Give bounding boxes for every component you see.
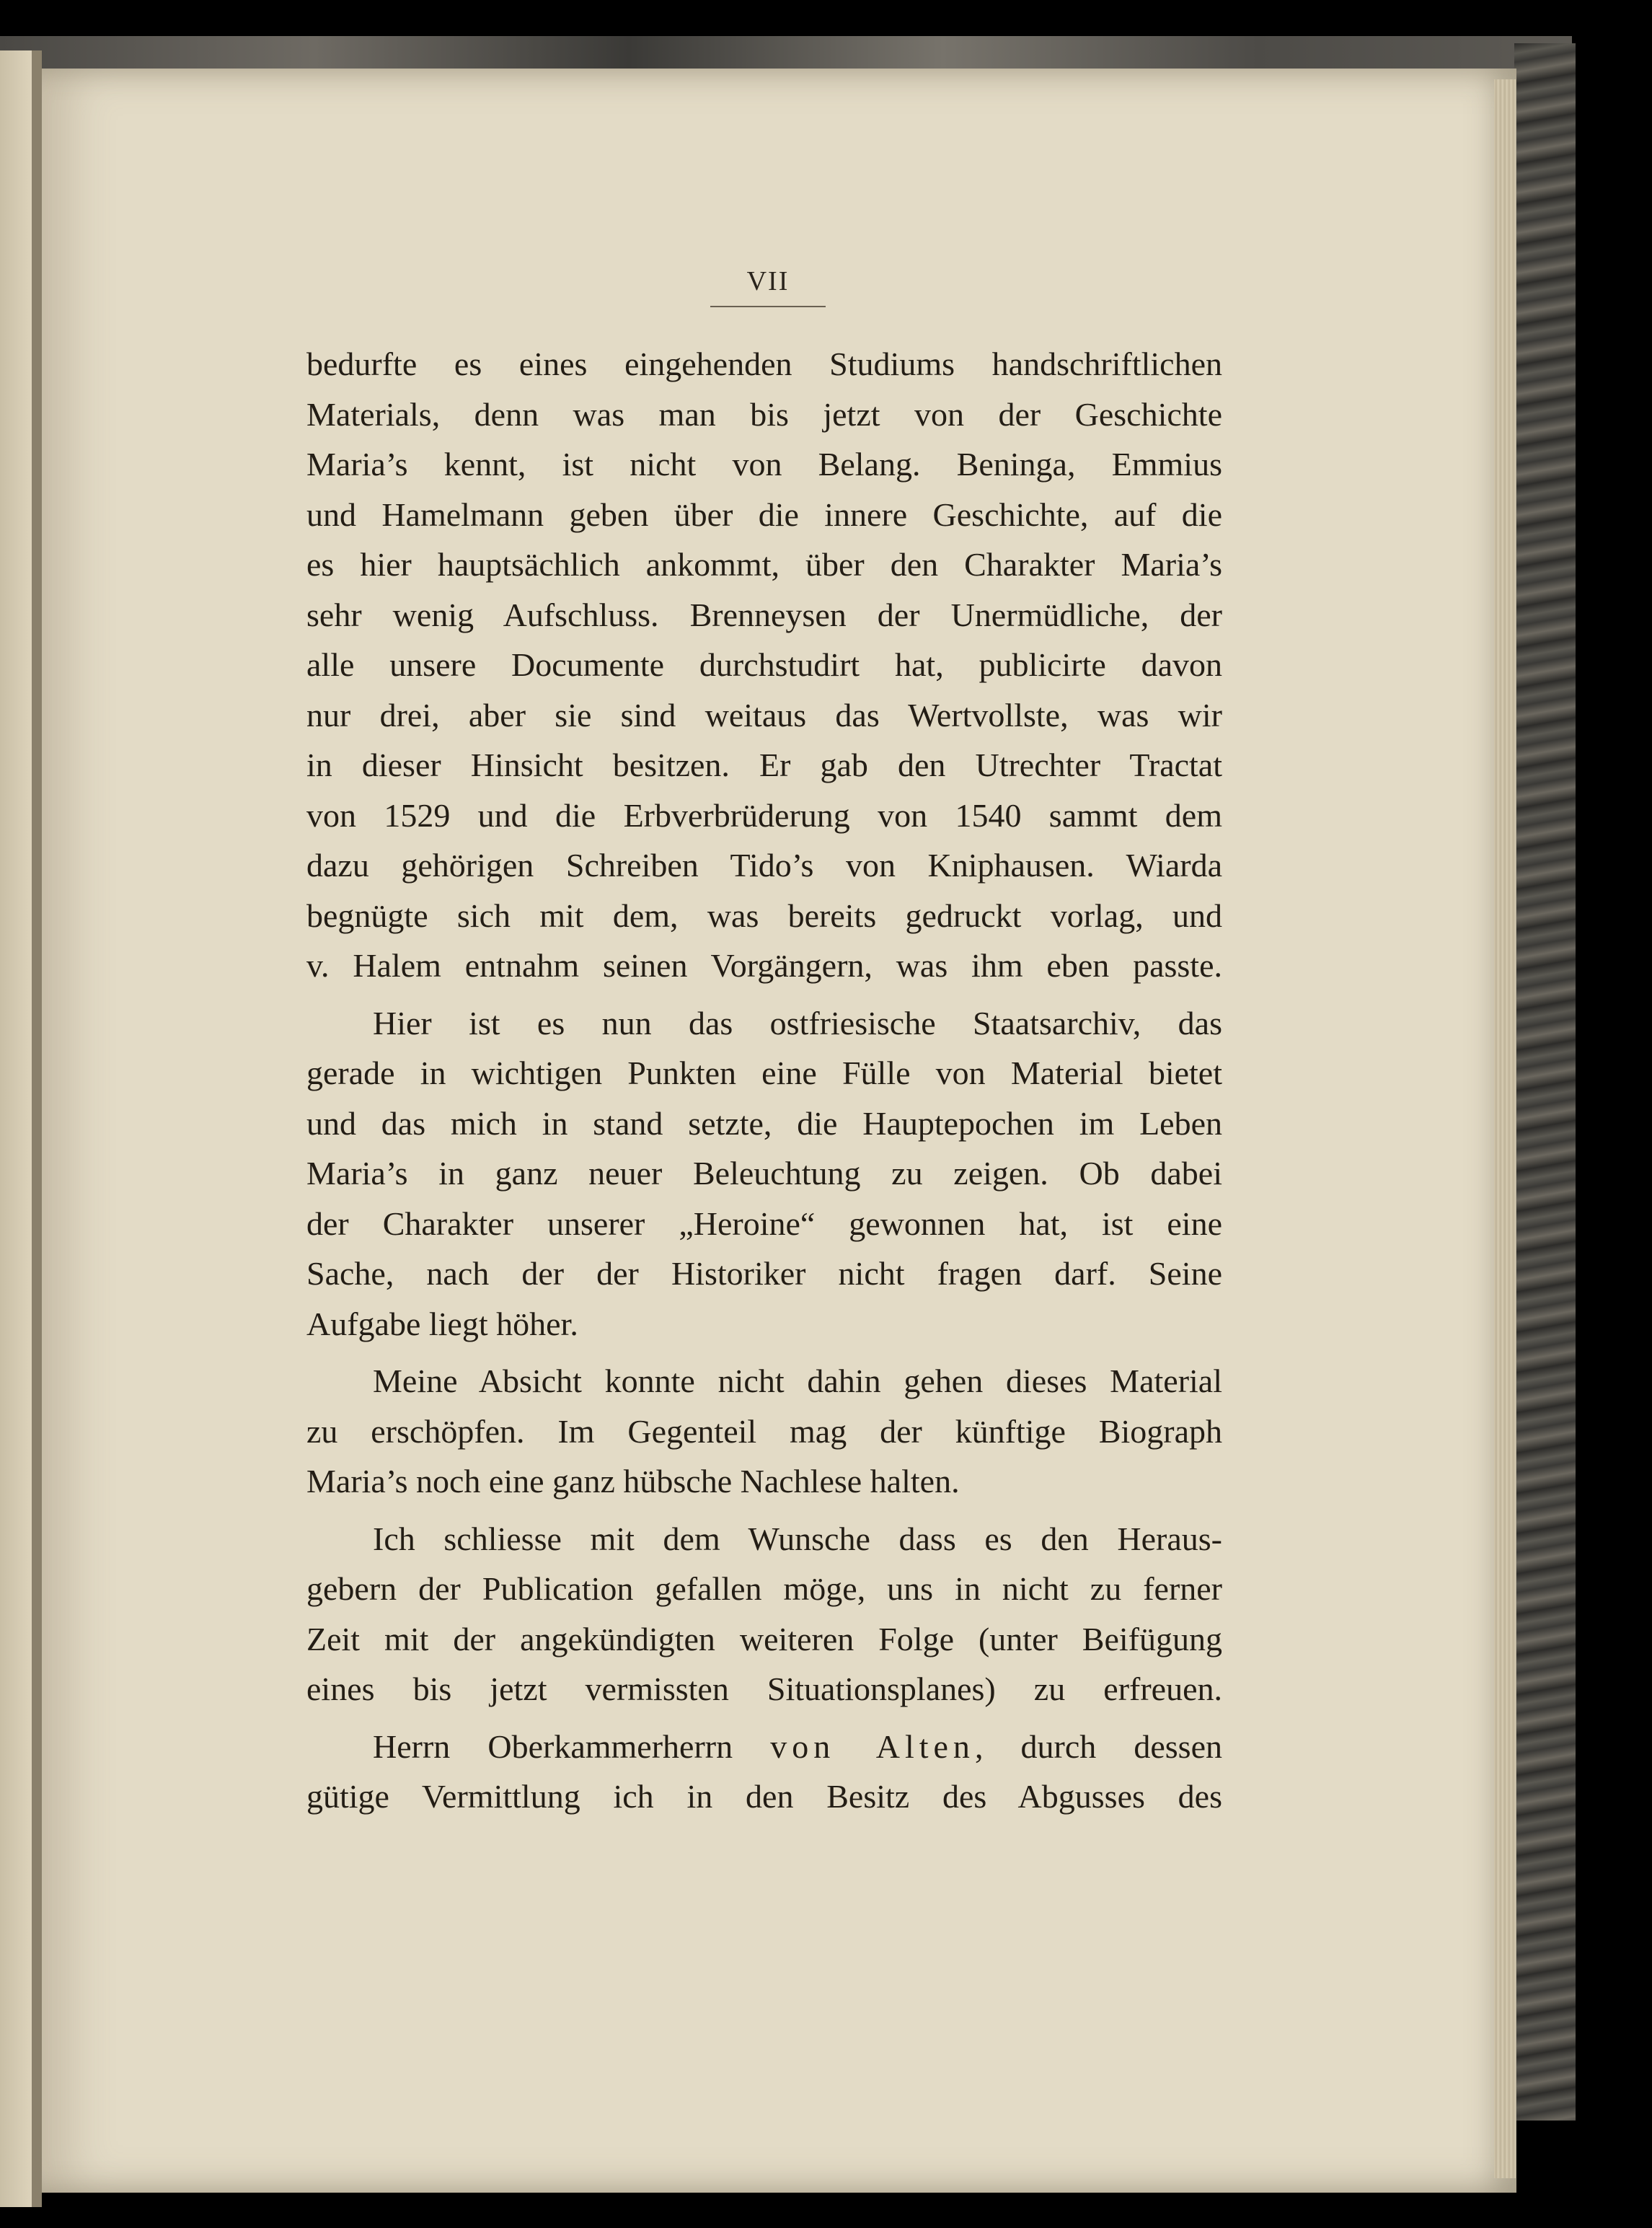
- text-line: Ich schliesse mit dem Wunsche dass es den Heraus-: [373, 1520, 1222, 1557]
- book-gutter: [32, 50, 42, 2207]
- text-line: dazu gehörigen Schreiben Tido’s von Kniphausen. Wiarda: [306, 847, 1222, 884]
- text-line: Sache, nach der der Historiker nicht fragen darf. Seine: [306, 1255, 1222, 1292]
- text-line: [306, 1722, 1222, 1772]
- body-text: [306, 339, 1222, 1822]
- text-line: Hier ist es nun das ostfriesische Staatsarchiv, das: [373, 1004, 1222, 1042]
- text-line: Aufgabe liegt höher.: [306, 1305, 578, 1342]
- text-line: zu erschöpfen. Im Gegenteil mag der künftige Biograph: [306, 1412, 1222, 1450]
- text-segment: , durch dessen: [974, 1727, 1222, 1765]
- text-line: in dieser Hinsicht besitzen. Er gab den Utrechter Tractat: [306, 747, 1222, 783]
- spaced-name: von Alten: [770, 1727, 975, 1765]
- text-line: gebern der Publication gefallen möge, uns in nicht zu ferner: [306, 1570, 1222, 1607]
- facing-page-edge: [0, 50, 32, 2207]
- page-stack-edge: [1494, 79, 1516, 2178]
- paragraph-5: [306, 1722, 1222, 1822]
- folio-rule: [710, 306, 826, 307]
- text-line: nur drei, aber sie sind weitaus das Wertvollste, was wir: [306, 696, 1222, 734]
- text-line: von 1529 und die Erbverbrüderung von 1540 sammt dem: [306, 796, 1222, 834]
- paragraph-4: [306, 1514, 1222, 1714]
- text-line: und Hamelmann geben über die innere Geschichte, auf die: [306, 496, 1222, 533]
- text-line: Materials, denn was man bis jetzt von der Geschichte: [306, 395, 1222, 433]
- text-line: gütige Vermittlung ich in den Besitz des Abgusses des: [306, 1778, 1222, 1815]
- text-line: Meine Absicht konnte nicht dahin gehen dieses Material: [373, 1362, 1222, 1399]
- book-cover-marbled-edge: [1514, 43, 1576, 2121]
- text-line: und das mich in stand setzte, die Hauptepochen im Leben: [306, 1104, 1222, 1142]
- text-line: Zeit mit der angekündigten weiteren Folge (unter Beifügung: [306, 1620, 1222, 1657]
- text-line: Maria’s noch eine ganz hübsche Nachlese halten.: [306, 1463, 960, 1500]
- page-folio: VII: [746, 266, 790, 296]
- text-line: es hier hauptsächlich ankommt, über den Charakter Maria’s: [306, 546, 1222, 583]
- paragraph-2: [306, 998, 1222, 1349]
- paragraph-1: [306, 339, 1222, 991]
- book-cover-top-edge: [0, 36, 1572, 69]
- text-segment: Herrn Oberkammerherrn: [373, 1727, 733, 1765]
- text-line: begnügte sich mit dem, was bereits gedruckt vorlag, und: [306, 897, 1222, 934]
- text-line: der Charakter unserer „Heroine“ gewonnen hat, ist eine: [306, 1205, 1222, 1242]
- text-line: Maria’s in ganz neuer Beleuchtung zu zeigen. Ob dabei: [306, 1155, 1222, 1192]
- text-line: alle unsere Documente durchstudirt hat, publicirte davon: [306, 646, 1222, 683]
- text-line: bedurfte es eines eingehenden Studiums handschriftlichen: [306, 345, 1222, 382]
- text-line: gerade in wichtigen Punkten eine Fülle von Material bietet: [306, 1054, 1222, 1091]
- text-line: sehr wenig Aufschluss. Brenneysen der Unermüdliche, der: [306, 596, 1222, 633]
- paragraph-3: [306, 1356, 1222, 1507]
- text-line: eines bis jetzt vermissten Situationsplanes) zu erfreuen.: [306, 1670, 1222, 1707]
- text-line: Maria’s kennt, ist nicht von Belang. Beninga, Emmius: [306, 446, 1222, 483]
- text-line: v. Halem entnahm seinen Vorgängern, was ihm eben passte.: [306, 947, 1222, 984]
